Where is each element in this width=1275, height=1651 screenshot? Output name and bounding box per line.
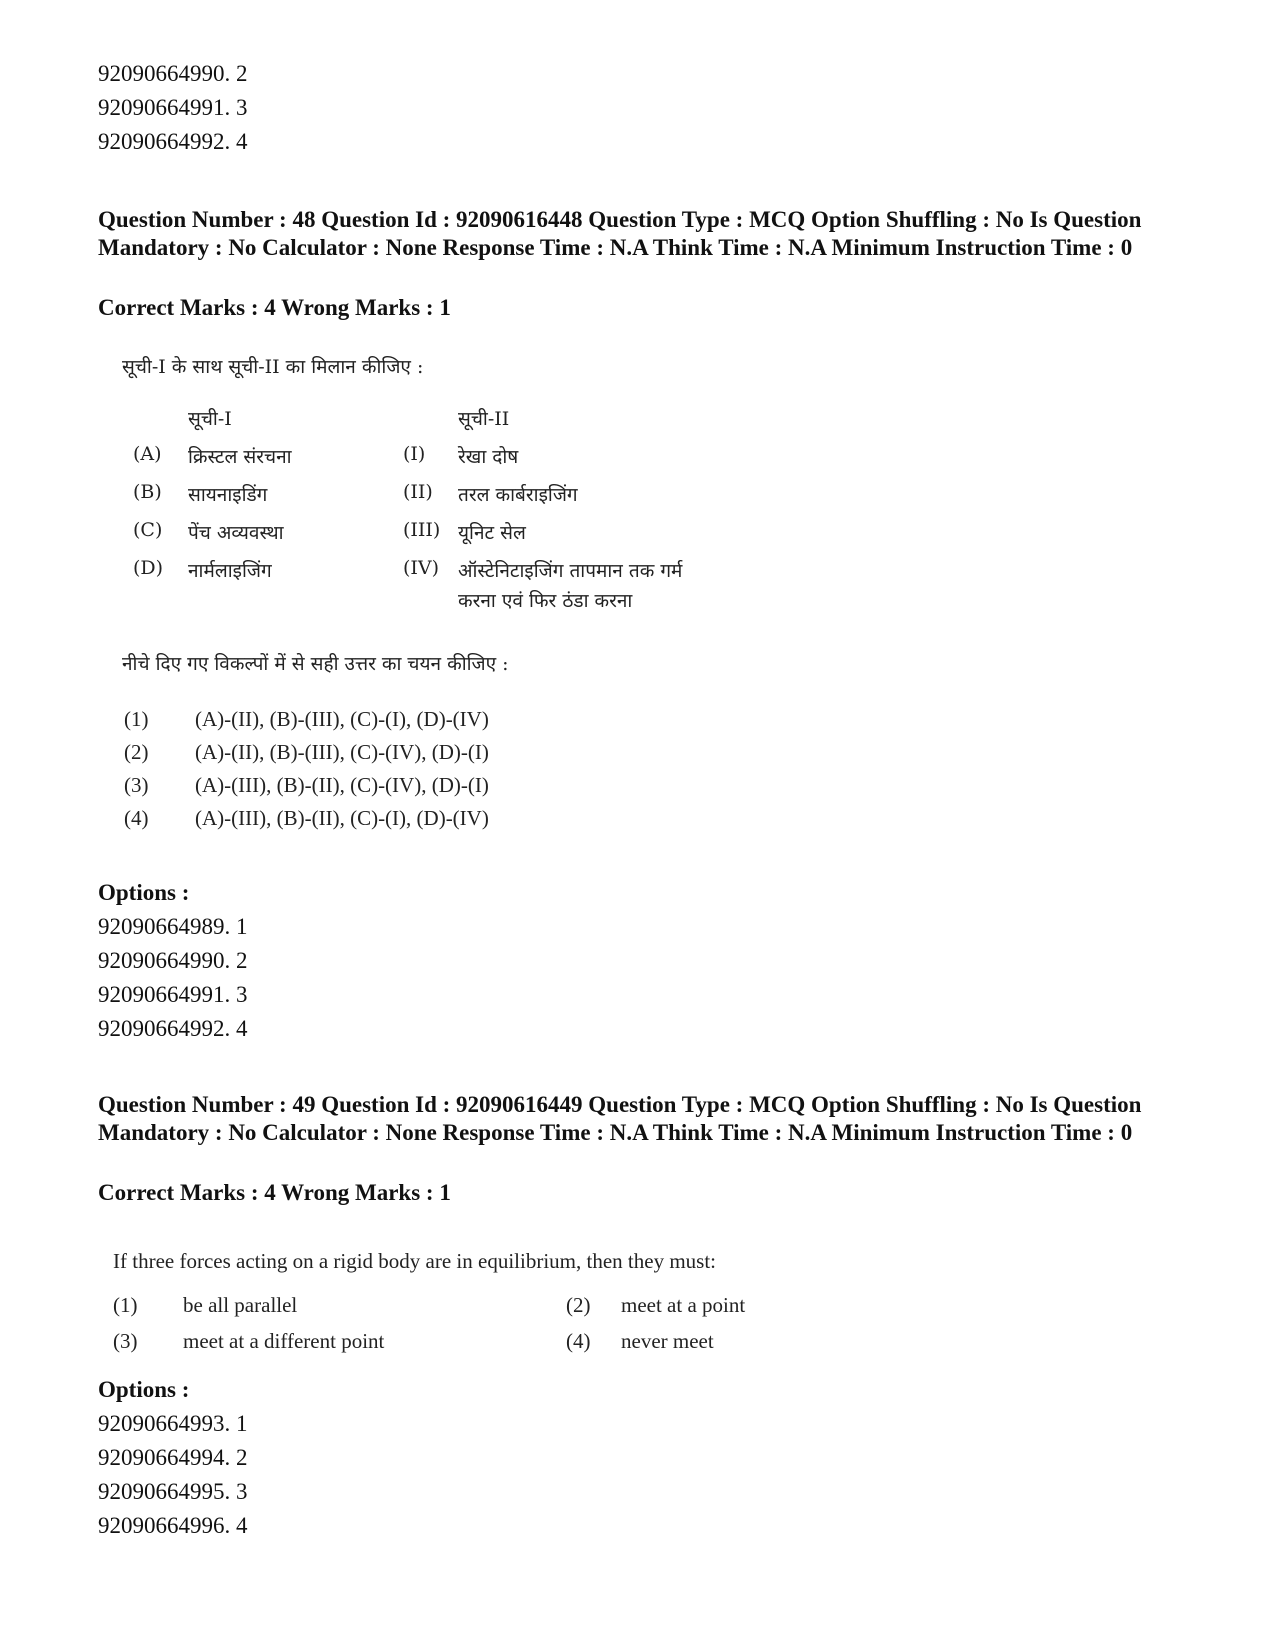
answer-text: never meet	[621, 1329, 714, 1353]
list2-label: (IV)	[403, 557, 440, 579]
marks-line: Correct Marks : 4 Wrong Marks : 1	[98, 1180, 451, 1205]
option-line: 92090664990. 2	[98, 61, 248, 86]
options-label: Options :	[98, 880, 190, 905]
question-header: Question Number : 48 Question Id : 92090616448 Question Type : MCQ Option Shuffling : No Is Question Mandatory : No Calculator : None Response Time : N.A Think Time : N.A Minimum Instruction Time : 0	[98, 207, 1142, 260]
list1-item: पेंच अव्यवस्था	[188, 522, 284, 544]
answer-number: (4)	[124, 806, 149, 830]
answer-text: (A)-(III), (B)-(II), (C)-(IV), (D)-(I)	[195, 773, 489, 797]
answer-text: (A)-(III), (B)-(II), (C)-(I), (D)-(IV)	[195, 806, 489, 830]
list1-label: (D)	[133, 557, 164, 579]
option-line: 92090664991. 3	[98, 982, 248, 1007]
answer-text: be all parallel	[183, 1293, 298, 1317]
option-line: 92090664990. 2	[98, 948, 248, 973]
option-line: 92090664989. 1	[98, 914, 248, 939]
list2-title: सूची-II	[458, 408, 510, 430]
option-line: 92090664992. 4	[98, 1016, 248, 1041]
list2-label: (I)	[403, 443, 426, 465]
answer-text: (A)-(II), (B)-(III), (C)-(I), (D)-(IV)	[195, 707, 489, 731]
answer-number: (2)	[124, 740, 149, 764]
option-line: 92090664996. 4	[98, 1513, 248, 1538]
list1-item: सायनाइडिंग	[188, 484, 268, 506]
option-line: 92090664992. 4	[98, 129, 248, 154]
list2-label: (III)	[403, 519, 441, 541]
list2-item: यूनिट सेल	[458, 522, 526, 544]
answer-number: (1)	[124, 707, 149, 731]
list1-title: सूची-I	[188, 408, 232, 430]
list1-label: (B)	[133, 481, 162, 503]
answer-number: (2)	[566, 1293, 591, 1317]
list2-item: ऑस्टेनिटाइजिंग तापमान तक गर्म	[458, 560, 683, 582]
option-line: 92090664994. 2	[98, 1445, 248, 1470]
list2-item: तरल कार्बराइजिंग	[458, 484, 578, 506]
options-label: Options :	[98, 1377, 190, 1402]
answer-number: (3)	[113, 1329, 138, 1353]
marks-line: Correct Marks : 4 Wrong Marks : 1	[98, 295, 451, 320]
answer-number: (4)	[566, 1329, 591, 1353]
answer-number: (1)	[113, 1293, 138, 1317]
list1-label: (A)	[133, 443, 162, 465]
list1-item: नार्मलाइजिंग	[188, 560, 272, 582]
question-text: If three forces acting on a rigid body are in equilibrium, then they must:	[113, 1249, 716, 1273]
answer-text: (A)-(II), (B)-(III), (C)-(IV), (D)-(I)	[195, 740, 489, 764]
question-header: Question Number : 49 Question Id : 92090616449 Question Type : MCQ Option Shuffling : No Is Question Mandatory : No Calculator : None Response Time : N.A Think Time : N.A Minimum Instruction Time : 0	[98, 1092, 1142, 1145]
option-line: 92090664995. 3	[98, 1479, 248, 1504]
choose-instruction: नीचे दिए गए विकल्पों में से सही उत्तर का चयन कीजिए :	[122, 653, 509, 675]
list1-item: क्रिस्टल संरचना	[188, 446, 292, 468]
answer-text: meet at a point	[621, 1293, 746, 1317]
answer-number: (3)	[124, 773, 149, 797]
list2-label: (II)	[403, 481, 433, 503]
list1-label: (C)	[133, 519, 163, 541]
option-line: 92090664993. 1	[98, 1411, 248, 1436]
question-instruction: सूची-I के साथ सूची-II का मिलान कीजिए :	[122, 356, 424, 378]
list2-item: रेखा दोष	[458, 446, 519, 468]
option-line: 92090664991. 3	[98, 95, 248, 120]
answer-text: meet at a different point	[183, 1329, 385, 1353]
list2-item-continued: करना एवं फिर ठंडा करना	[458, 590, 633, 612]
